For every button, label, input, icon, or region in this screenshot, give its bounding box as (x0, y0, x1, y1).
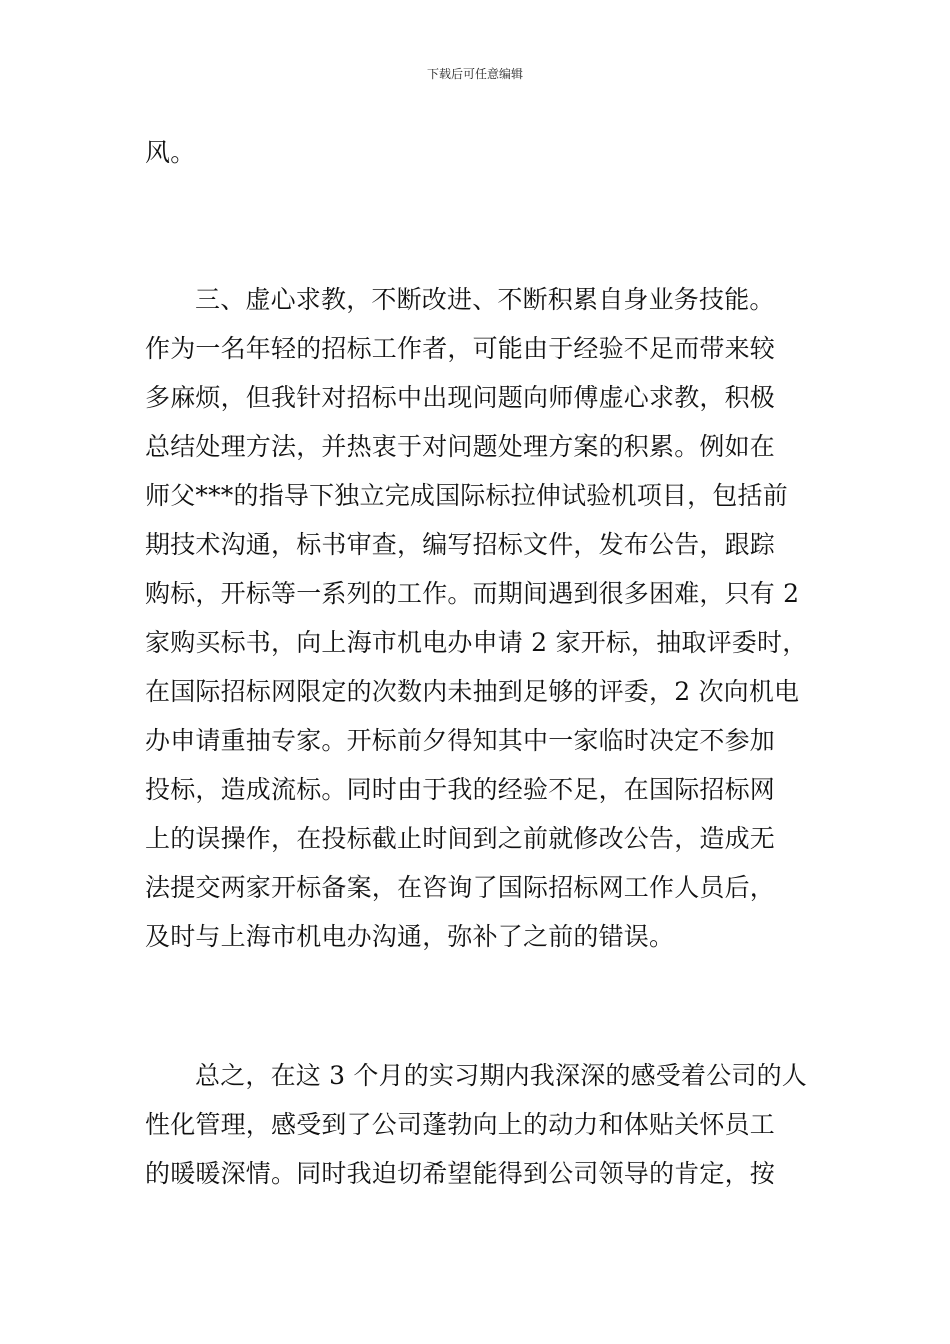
text-line: 性化管理，感受到了公司蓬勃向上的动力和体贴关怀员工 (145, 1110, 776, 1139)
text-line: 多麻烦，但我针对招标中出现问题向师傅虚心求教，积极 (145, 383, 776, 412)
text-line: 三、虚心求教，不断改进、不断积累自身业务技能。 (195, 285, 775, 314)
text-line: 购标，开标等一系列的工作。而期间遇到很多困难，只有 2 (145, 579, 800, 608)
page-header-note: 下载后可任意编辑 (426, 67, 523, 81)
text-line: 及时与上海市机电办沟通，弥补了之前的错误。 (145, 922, 675, 951)
text-line: 总结处理方法，并热衷于对问题处理方案的积累。例如在 (145, 432, 776, 461)
text-line: 作为一名年轻的招标工作者，可能由于经验不足而带来较 (145, 334, 776, 363)
text-line: 期技术沟通，标书审查，编写招标文件，发布公告，跟踪 (145, 530, 776, 559)
text-line: 办申请重抽专家。开标前夕得知其中一家临时决定不参加 (145, 726, 776, 755)
text-line: 投标，造成流标。同时由于我的经验不足，在国际招标网 (145, 775, 776, 804)
document-body (145, 128, 810, 1198)
text-line: 在国际招标网限定的次数内未抽到足够的评委，2 次向机电 (145, 677, 800, 706)
text-line: 的暖暖深情。同时我迫切希望能得到公司领导的肯定，按 (145, 1159, 776, 1188)
paragraph-conclusion (145, 1051, 810, 1198)
paragraph-section-three (145, 275, 810, 961)
paragraph-spacer (145, 961, 810, 1051)
text-line: 家购买标书，向上海市机电办申请 2 家开标，抽取评委时， (145, 628, 808, 657)
text-line: 风。 (145, 138, 196, 167)
paragraph-continuation (145, 128, 810, 177)
text-line: 法提交两家开标备案，在咨询了国际招标网工作人员后， (145, 873, 776, 902)
text-line: 上的误操作，在投标截止时间到之前就修改公告，造成无 (145, 824, 776, 853)
text-line: 师父***的指导下独立完成国际标拉伸试验机项目，包括前 (145, 481, 788, 510)
paragraph-spacer (145, 177, 810, 275)
text-line: 总之，在这 3 个月的实习期内我深深的感受着公司的人 (195, 1061, 808, 1090)
